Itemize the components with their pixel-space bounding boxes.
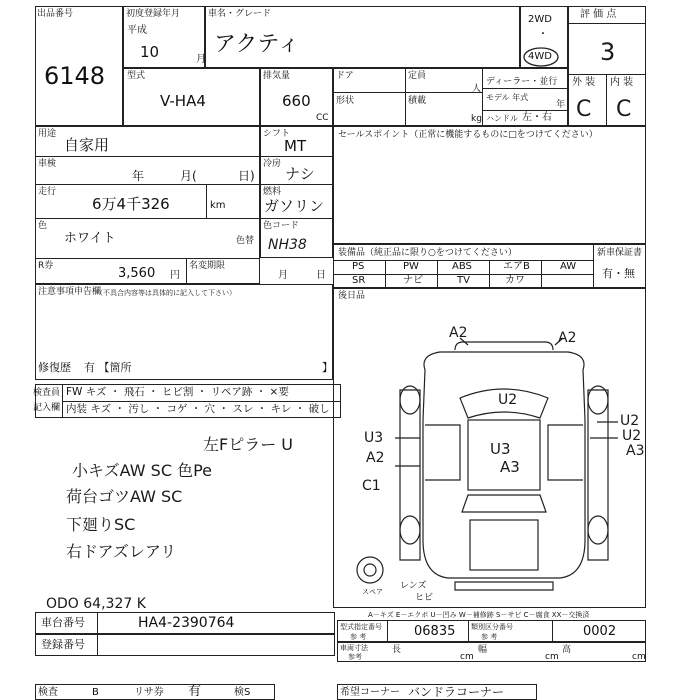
- first-reg-year: 10: [140, 43, 160, 61]
- yen-unit: 円: [170, 270, 180, 281]
- equip-sr: SR: [352, 275, 366, 286]
- equip-navi: ナビ: [403, 275, 423, 286]
- load-label: 積載: [408, 96, 427, 106]
- length-H: 高: [562, 645, 572, 655]
- spare-label: スペア: [362, 588, 383, 596]
- equip-leather: カワ: [505, 275, 525, 286]
- repair-label: 修復歴: [38, 361, 71, 374]
- model-cert: 06835: [414, 624, 456, 639]
- drive-2wd: 2WD: [528, 14, 552, 25]
- mark-a2-left: A2: [366, 450, 385, 466]
- left-door: [425, 425, 460, 480]
- rear-window: [462, 495, 546, 512]
- note-line-2: 荷台ゴツAW SC: [66, 487, 183, 506]
- score-label: 評 価 点: [580, 9, 617, 20]
- color-sub-label: 色替: [236, 236, 255, 246]
- model-cert-label-1: 型式指定番号: [340, 623, 382, 631]
- wheel-rr: [588, 516, 608, 544]
- recycle-label: R券: [38, 261, 54, 271]
- left-side: [400, 390, 420, 560]
- equip-abs: ABS: [452, 261, 472, 272]
- name-grade-label: 車名・グレード: [208, 9, 272, 19]
- door-label: ドア: [336, 71, 354, 81]
- inspection-label: 車検: [38, 159, 57, 169]
- usage-label: 用途: [38, 129, 57, 139]
- recycle-ticket-value: 有: [188, 684, 202, 699]
- inspector-label-2: 記入欄: [33, 403, 61, 413]
- mark-a2-front-right: A2: [558, 330, 577, 346]
- capacity-unit: 人: [472, 84, 482, 94]
- length-cm-2: cm: [545, 652, 559, 662]
- equip-tv: TV: [457, 275, 470, 286]
- category-label-2: 参 考: [481, 633, 498, 641]
- ac: ナシ: [285, 165, 315, 183]
- drive-4wd: 4WD: [528, 51, 552, 62]
- note-line-1: 小キズAW SC 色Pe: [72, 461, 212, 480]
- reg-label: 登録番号: [41, 638, 85, 651]
- hope-label: 希望コーナー: [340, 687, 400, 698]
- fuel-label: 燃料: [263, 187, 282, 197]
- sales-point-title: セールスポイント（正常に機能するものに□をつけてください）: [338, 130, 598, 140]
- era: 平成: [127, 25, 147, 36]
- handle-value: 左・右: [522, 112, 552, 123]
- mark-u3-roof: U3: [490, 440, 511, 458]
- corner: バンドラコーナー: [408, 685, 505, 699]
- warranty-label: 新車保証書: [597, 248, 643, 258]
- lower-note-1: レンズ: [400, 581, 427, 591]
- cargo-bed: [470, 520, 538, 570]
- repair-value: 有 【箇所: [84, 361, 132, 374]
- model-cert-label-2: 参 考: [350, 633, 367, 641]
- note-line-3: 下廻りSC: [66, 515, 136, 534]
- length-W: 幅: [478, 645, 488, 655]
- mark-a3-roof: A3: [500, 458, 520, 476]
- inspection-day: 日): [238, 169, 255, 183]
- diagram-title: 後日品: [338, 291, 366, 301]
- equip-ps: PS: [352, 261, 365, 272]
- mark-u3-left: U3: [364, 430, 384, 446]
- category-label-1: 類別区分番号: [471, 623, 513, 631]
- note-line-0: 左Fピラー U: [203, 435, 294, 454]
- mileage: 6万4千326: [92, 195, 170, 213]
- km-unit: km: [210, 200, 226, 211]
- mark-a3-right: A3: [626, 443, 645, 459]
- inspection-month: 月(: [180, 169, 197, 183]
- shift: MT: [284, 137, 307, 155]
- mark-c1-left: C1: [362, 478, 381, 494]
- fuel: ガソリン: [264, 197, 325, 215]
- warranty-value: 有・無: [602, 267, 635, 280]
- inspect-value: B: [92, 687, 99, 698]
- model-year-unit: 年: [556, 100, 566, 110]
- dealer-label: ディーラー・並行: [486, 77, 558, 87]
- caution-note: （不具合内容等は具体的に記入して下さい）: [96, 289, 236, 297]
- mark-u2-right-1: U2: [620, 413, 640, 429]
- front-bumper: [455, 342, 553, 350]
- model-label: 型式: [127, 71, 146, 81]
- mark-a2-front-left: A2: [449, 325, 468, 341]
- inspector-row-2: 内装 キズ ・ 汚し ・ コゲ ・ 穴 ・ スレ ・ キレ ・ 破し: [66, 403, 330, 415]
- grade-label: 検S: [234, 687, 251, 698]
- length-label: 車両寸法: [340, 644, 368, 652]
- exterior-label: 外 装: [572, 77, 596, 88]
- equip-airbag: エアB: [503, 261, 530, 272]
- length-cm-3: cm: [632, 652, 646, 662]
- recycle-fee: 3,560: [118, 266, 156, 281]
- right-door: [548, 425, 583, 480]
- odometer-note: ODO 64,327 K: [46, 596, 146, 612]
- inspect-label: 検査: [38, 687, 58, 698]
- equip-pw: PW: [403, 261, 419, 272]
- car-name: アクティ: [214, 32, 300, 57]
- damage-legend: A－キズ E－エクボ U－凹み W－補修跡 S－サビ C－腐食 XX－交換済: [368, 611, 590, 619]
- shape-label: 形状: [336, 96, 355, 106]
- category: 0002: [583, 624, 617, 639]
- handle-label: ハンドル: [486, 114, 518, 123]
- note-line-4: 右ドアズレアリ: [66, 542, 177, 561]
- mark-u2-right-2: U2: [622, 428, 642, 444]
- length-L: 長: [392, 645, 402, 655]
- exterior-grade: C: [576, 97, 592, 122]
- shift-label: シフト: [263, 129, 291, 139]
- cc-unit: CC: [316, 113, 329, 123]
- model-year-label: モデル 年式: [486, 93, 529, 102]
- color: ホワイト: [64, 231, 116, 246]
- spare-tire: [357, 557, 383, 583]
- capacity-label: 定員: [408, 71, 427, 81]
- inspection-year: 年: [132, 169, 145, 183]
- chassis-number: HA4-2390764: [138, 615, 235, 631]
- score-value: 3: [600, 38, 616, 66]
- displacement: 660: [282, 92, 311, 110]
- usage: 自家用: [64, 136, 110, 154]
- inspector-label-1: 検査員: [33, 388, 61, 398]
- model-code: V-HA4: [160, 92, 206, 110]
- lower-note-2: ヒビ: [415, 593, 434, 603]
- mileage-label: 走行: [38, 187, 57, 197]
- interior-label: 内 装: [610, 77, 634, 88]
- wheel-rl: [400, 516, 420, 544]
- caution-title: 注意事項申告欄: [38, 287, 102, 297]
- chassis-label: 車台番号: [41, 616, 85, 629]
- color-code: NH38: [268, 237, 307, 253]
- first-reg-label: 初度登録年月: [126, 9, 181, 19]
- equipment-title: 装備品（純正品に限り○をつけてください）: [338, 248, 517, 258]
- right-side: [588, 390, 608, 560]
- inspector-row-1: FW キズ ・ 飛石 ・ ヒビ割 ・ リペア跡 ・ ×要: [66, 386, 289, 398]
- drive-sep: ・: [538, 29, 548, 40]
- lot-label: 出品番号: [37, 9, 74, 19]
- equip-aw: AW: [560, 261, 577, 272]
- length-cm-1: cm: [460, 652, 474, 662]
- interior-grade: C: [616, 97, 632, 122]
- color-label: 色: [38, 221, 48, 231]
- ac-label: 冷房: [263, 159, 282, 169]
- length-sub: 参考: [348, 653, 362, 661]
- color-code-label: 色コード: [263, 221, 300, 231]
- mark-u2-windshield: U2: [498, 392, 518, 408]
- load-unit: kg: [471, 114, 482, 124]
- repair-bracket: 】: [322, 361, 333, 374]
- month-unit: 月: [196, 54, 206, 65]
- displacement-label: 排気量: [263, 71, 291, 81]
- rear-bumper: [455, 582, 553, 590]
- length-box: [337, 642, 646, 662]
- name-change-month: 月: [278, 270, 288, 281]
- recycle-ticket-label: リサ券: [134, 687, 164, 698]
- name-change-day: 日: [316, 270, 326, 281]
- lot-number: 6148: [44, 62, 106, 90]
- name-change-label: 名変期限: [189, 261, 226, 271]
